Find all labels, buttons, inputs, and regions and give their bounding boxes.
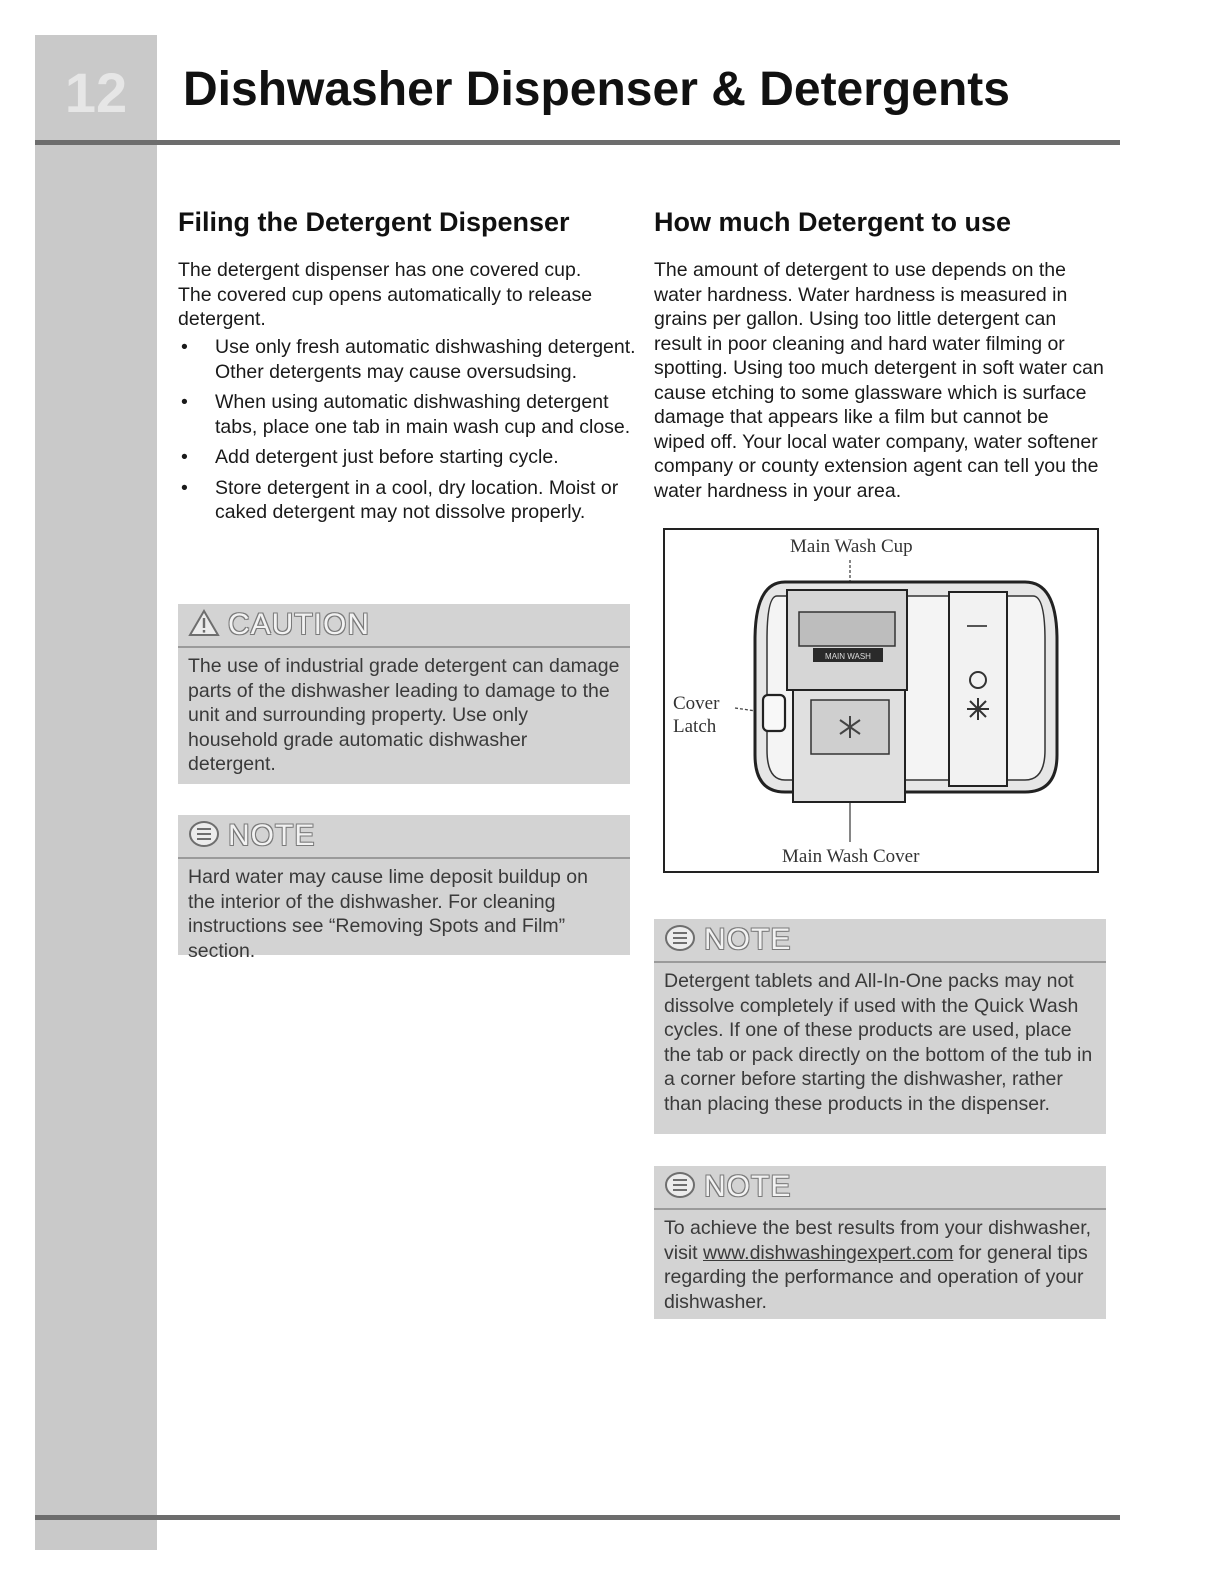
main-wash-cover-label: Main Wash Cover: [782, 846, 920, 867]
note-header: [178, 815, 630, 859]
note-icon: [664, 1171, 696, 1204]
quick-wash-note-text: Detergent tablets and All-In-One packs may not dissolve completely if used with the Quick Wash cycles. If one of these products are used, place the tab or pack directly on the bottom of the tub in a corner before starting the dishwasher, rather than placing these products in the dispenser.: [664, 970, 1093, 1115]
side-band: [35, 35, 157, 1550]
tips-text-after: for general tips regarding the performance and operation of your dishwasher.: [664, 1241, 1088, 1313]
caution-title: CAUTION: [228, 608, 370, 641]
dispenser-drawing: [665, 530, 1097, 871]
page-number: 12: [64, 61, 128, 124]
footer-rule: [35, 1515, 1120, 1520]
right-body-text: The amount of detergent to use depends on the water hardness. Water hardness is measured in grains per gallon. Using too little detergent can result in poor cleaning and hard water filming or spotting. Using too much detergent in soft water can cause etching to some glassware which is surface damage that appears like a film but cannot be wiped off. Your local water company, water softener company or county extension agent can tell you the water hardness in your area.: [654, 259, 1104, 502]
tips-note-text: [654, 1210, 1106, 1322]
list-item: • Store detergent in a cool, dry location. Moist or caked detergent may not dissolve properly.: [178, 476, 638, 525]
left-section-heading: Filing the Detergent Dispenser: [178, 207, 570, 237]
cover-label: Cover: [673, 693, 720, 714]
list-item: • When using automatic dishwashing detergent tabs, place one tab in main wash cup and close.: [178, 390, 638, 439]
detergent-bullet-list: [178, 335, 638, 531]
left-intro-text: The detergent dispenser has one covered cup. The covered cup opens automatically to release detergent.: [178, 259, 593, 330]
hard-water-note-box: [178, 815, 630, 962]
warning-triangle-icon: [188, 609, 220, 642]
note-header: [654, 919, 1106, 963]
note-icon: [188, 820, 220, 853]
dispenser-diagram: [663, 528, 1099, 873]
note-title: NOTE: [228, 819, 316, 852]
note-title: NOTE: [704, 1170, 792, 1203]
dishwashingexpert-link[interactable]: www.dishwashingexpert.com: [703, 1241, 954, 1264]
right-section-heading: How much Detergent to use: [654, 207, 1012, 237]
main-wash-cup-label: Main Wash Cup: [790, 536, 913, 557]
note-header: [654, 1166, 1106, 1210]
hard-water-note-text: Hard water may cause lime deposit buildup on the interior of the dishwasher. For cleaning instructions see “Removing Spots and Film” section.: [188, 866, 588, 962]
caution-text: The use of industrial grade detergent can damage parts of the dishwasher leading to damage to the unit and surrounding property. Use only household grade automatic dishwasher detergent.: [188, 655, 620, 775]
tips-text-before: To achieve the best results from your dishwasher, visit: [664, 1217, 1092, 1264]
page-title: Dishwasher Dispenser & Detergents: [183, 63, 1010, 116]
caution-box: [178, 604, 630, 784]
cup-tag-text: MAIN WASH: [825, 652, 871, 661]
caution-header: [178, 604, 630, 648]
quick-wash-note-box: [654, 919, 1106, 1134]
note-title: NOTE: [704, 923, 792, 956]
note-icon: [664, 924, 696, 957]
tips-note-box: [654, 1166, 1106, 1319]
list-item: • Add detergent just before starting cycle.: [178, 445, 638, 470]
list-item: • Use only fresh automatic dishwashing detergent. Other detergents may cause oversudsing.: [178, 335, 638, 384]
latch-label: Latch: [673, 716, 717, 737]
header-rule: [35, 140, 1120, 145]
